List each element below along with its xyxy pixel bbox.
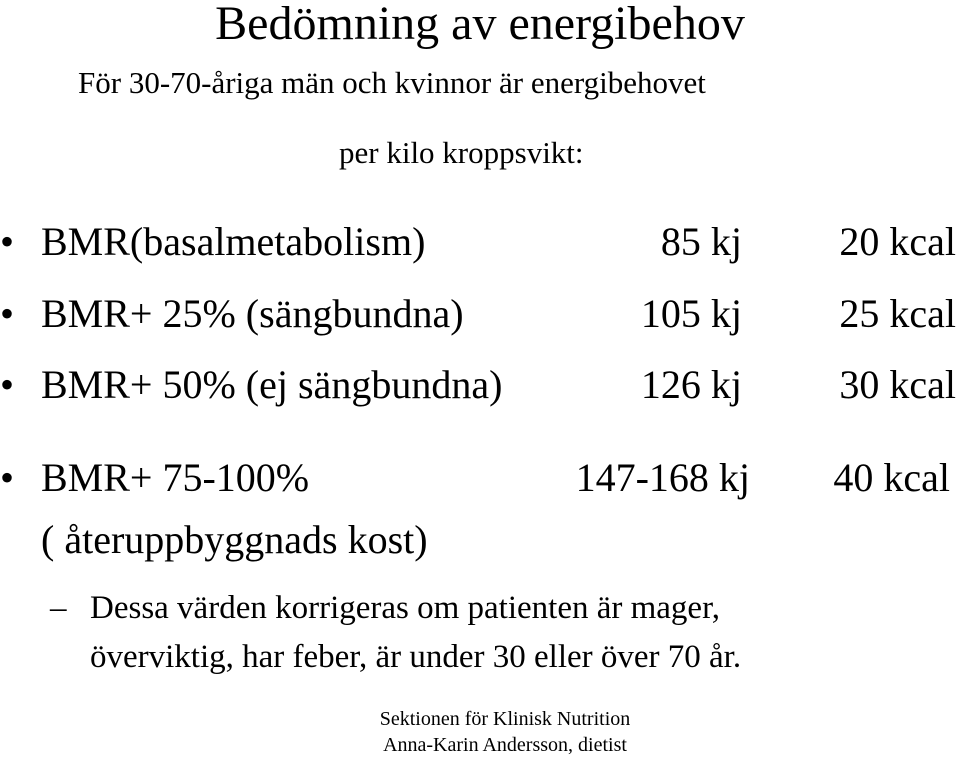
row-kj-bmr-50: 126 kj [640,362,742,407]
bullet-icon: • [0,291,15,336]
row-kcal-bmr-25: 25 kcal [839,291,956,336]
note-line-2: överviktig, har feber, är under 30 eller över 70 år. [90,639,742,675]
row-kj-bmr-75-100: 147-168 kj [575,455,750,500]
note-line-1: Dessa värden korrigeras om patienten är mager, [90,590,720,626]
dash-bullet-icon: – [50,590,67,626]
row-kj-bmr: 85 kj [660,219,742,264]
row-kcal-bmr: 20 kcal [839,219,956,264]
row-label-bmr-50: BMR+ 50% (ej sängbundna) [41,362,503,407]
row-kcal-bmr-50: 30 kcal [839,362,956,407]
row-label-recovery-diet: ( återuppbyggnads kost) [41,517,428,562]
row-kj-bmr-25: 105 kj [640,291,742,336]
page-title: Bedömning av energibehov [215,0,745,50]
footer-author: Anna-Karin Andersson, dietist [383,734,627,756]
footer-section: Sektionen för Klinisk Nutrition [379,708,631,730]
row-label-bmr-25: BMR+ 25% (sängbundna) [41,291,464,336]
bullet-icon: • [0,455,15,500]
subtitle-line-2: per kilo kroppsvikt: [339,135,584,170]
row-label-bmr-75-100: BMR+ 75-100% [41,455,310,500]
subtitle-line-1: För 30-70-åriga män och kvinnor är energibehovet [78,65,706,100]
row-label-bmr: BMR(basalmetabolism) [41,219,426,264]
row-kcal-bmr-75-100: 40 kcal [833,455,950,500]
bullet-icon: • [0,362,15,407]
bullet-icon: • [0,219,15,264]
